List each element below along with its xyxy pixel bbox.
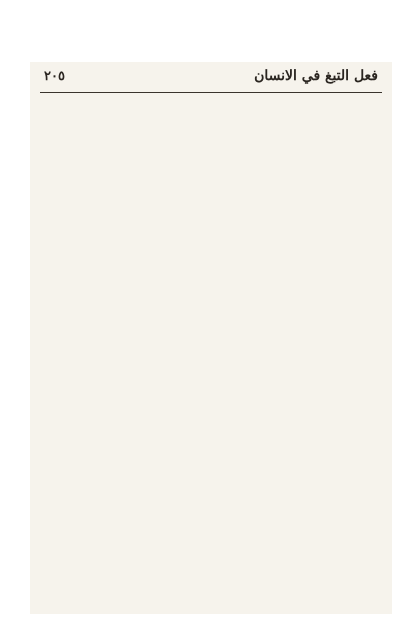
text-line [40,379,382,407]
text-line [40,294,382,322]
text-line [40,266,382,294]
text-line [40,153,382,181]
running-header-title: فعل التبغ في الانسان [254,68,378,84]
book-page [30,62,392,614]
text-line [40,407,382,435]
text-line [40,125,382,153]
body-text [40,97,382,605]
header-rule [40,92,382,93]
text-line [40,182,382,210]
text-line [40,210,382,238]
text-line [40,435,382,463]
text-line [40,492,382,520]
text-line [40,576,382,604]
text-line [40,548,382,576]
text-line [40,463,382,491]
page-number: ٢٠٥ [44,69,65,84]
text-line [40,323,382,351]
text-line [40,97,382,125]
text-line [40,520,382,548]
running-header [40,68,382,90]
text-line [40,238,382,266]
text-line [40,351,382,379]
